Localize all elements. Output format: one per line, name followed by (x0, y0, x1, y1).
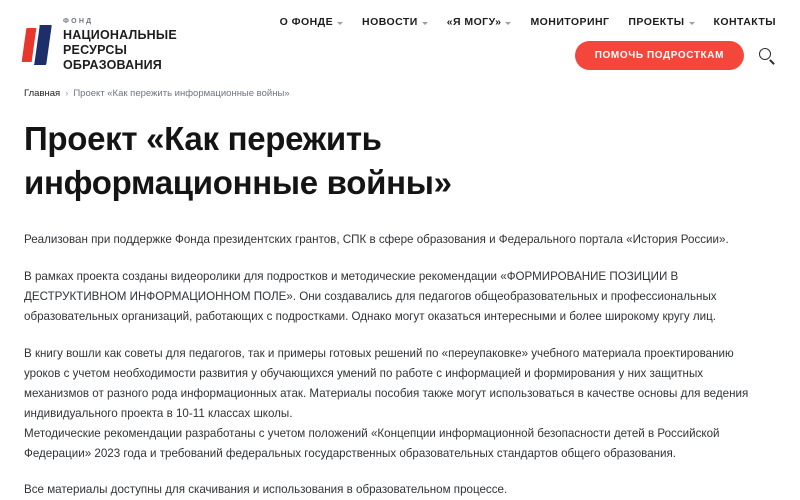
site-logo[interactable] (24, 0, 177, 72)
main-content (0, 99, 800, 500)
chevron-down-icon (337, 22, 343, 25)
nav-item-news-label: НОВОСТИ (362, 16, 418, 28)
nav-item-projects-label: ПРОЕКТЫ (628, 16, 685, 28)
nav-item-about[interactable] (280, 16, 343, 28)
breadcrumb-current: Проект «Как пережить информационные войны» (73, 88, 290, 99)
nav-item-monitoring-label: МОНИТОРИНГ (530, 16, 610, 28)
logo-kicker: ФОНД (63, 18, 94, 25)
nav-item-monitoring[interactable] (530, 16, 609, 28)
chevron-down-icon (422, 22, 428, 25)
logo-title-line-1: НАЦИОНАЛЬНЫЕ (63, 28, 177, 42)
paragraph-5: Все материалы доступны для скачивания и использования в образовательном процессе. (24, 483, 508, 497)
site-header (0, 0, 800, 78)
chevron-down-icon (689, 22, 695, 25)
nav-item-projects[interactable] (628, 16, 694, 28)
nav-item-ya-mogu-label: «Я МОГУ» (446, 16, 502, 28)
help-teens-button[interactable]: ПОМОЧЬ ПОДРОСТКАМ (575, 41, 744, 70)
breadcrumb (0, 78, 800, 99)
page-title: Проект «Как пережить информационные войны» (24, 120, 452, 201)
logo-mark-icon (24, 25, 54, 65)
chevron-down-icon (505, 22, 511, 25)
nav-item-contacts-label: КОНТАКТЫ (713, 16, 776, 28)
logo-title-line-2: РЕСУРСЫ (63, 42, 128, 57)
paragraph-1: Реализован при поддержке Фонда президентских грантов, СПК в сфере образования и Федерального портала «История России». (24, 233, 729, 247)
paragraph-2: В рамках проекта созданы видеоролики для подростков и методические рекомендации «ФОРМИРОВАНИЕ ПОЗИЦИИ В ДЕСТРУКТИВНОМ ИНФОРМАЦИОННОМ ПОЛЕ». Они создавались для педагогов общеобразовательных и профессиональных образовательных организаций, работающих с подростками. Однако могут оказаться интересными и более широкому кругу лиц. (24, 270, 717, 323)
breadcrumb-separator: › (65, 88, 69, 99)
paragraph-4: Методические рекомендации разработаны с учетом положений «Концепции информационной безопасности детей в Российской Федерации» 2023 года и требований федеральных государственных образовательных стандартов общего образования. (24, 426, 720, 460)
nav-item-contacts[interactable] (714, 16, 776, 28)
paragraph-3: В книгу вошли как советы для педагогов, так и примеры готовых решений по «переупаковке» учебного материала проектированию уроков с учетом необходимости развития у обучающихся умений по работе с информацией и формирования у них защитных механизмов от разного рода информационных атак. Материалы пособия также могут использоваться в качестве основы для ведения индивидуального проекта в 10-11 классах школы. (24, 346, 749, 420)
logo-title-line-3: ОБРАЗОВАНИЯ (63, 57, 162, 72)
header-right (280, 0, 776, 70)
header-actions (575, 41, 776, 70)
logo-text (63, 18, 177, 72)
nav-item-ya-mogu[interactable] (447, 16, 512, 28)
main-nav (280, 16, 776, 28)
nav-item-about-label: О ФОНДЕ (279, 16, 334, 28)
breadcrumb-home[interactable]: Главная (24, 88, 61, 99)
search-icon[interactable] (758, 47, 776, 65)
nav-item-news[interactable] (362, 16, 428, 28)
